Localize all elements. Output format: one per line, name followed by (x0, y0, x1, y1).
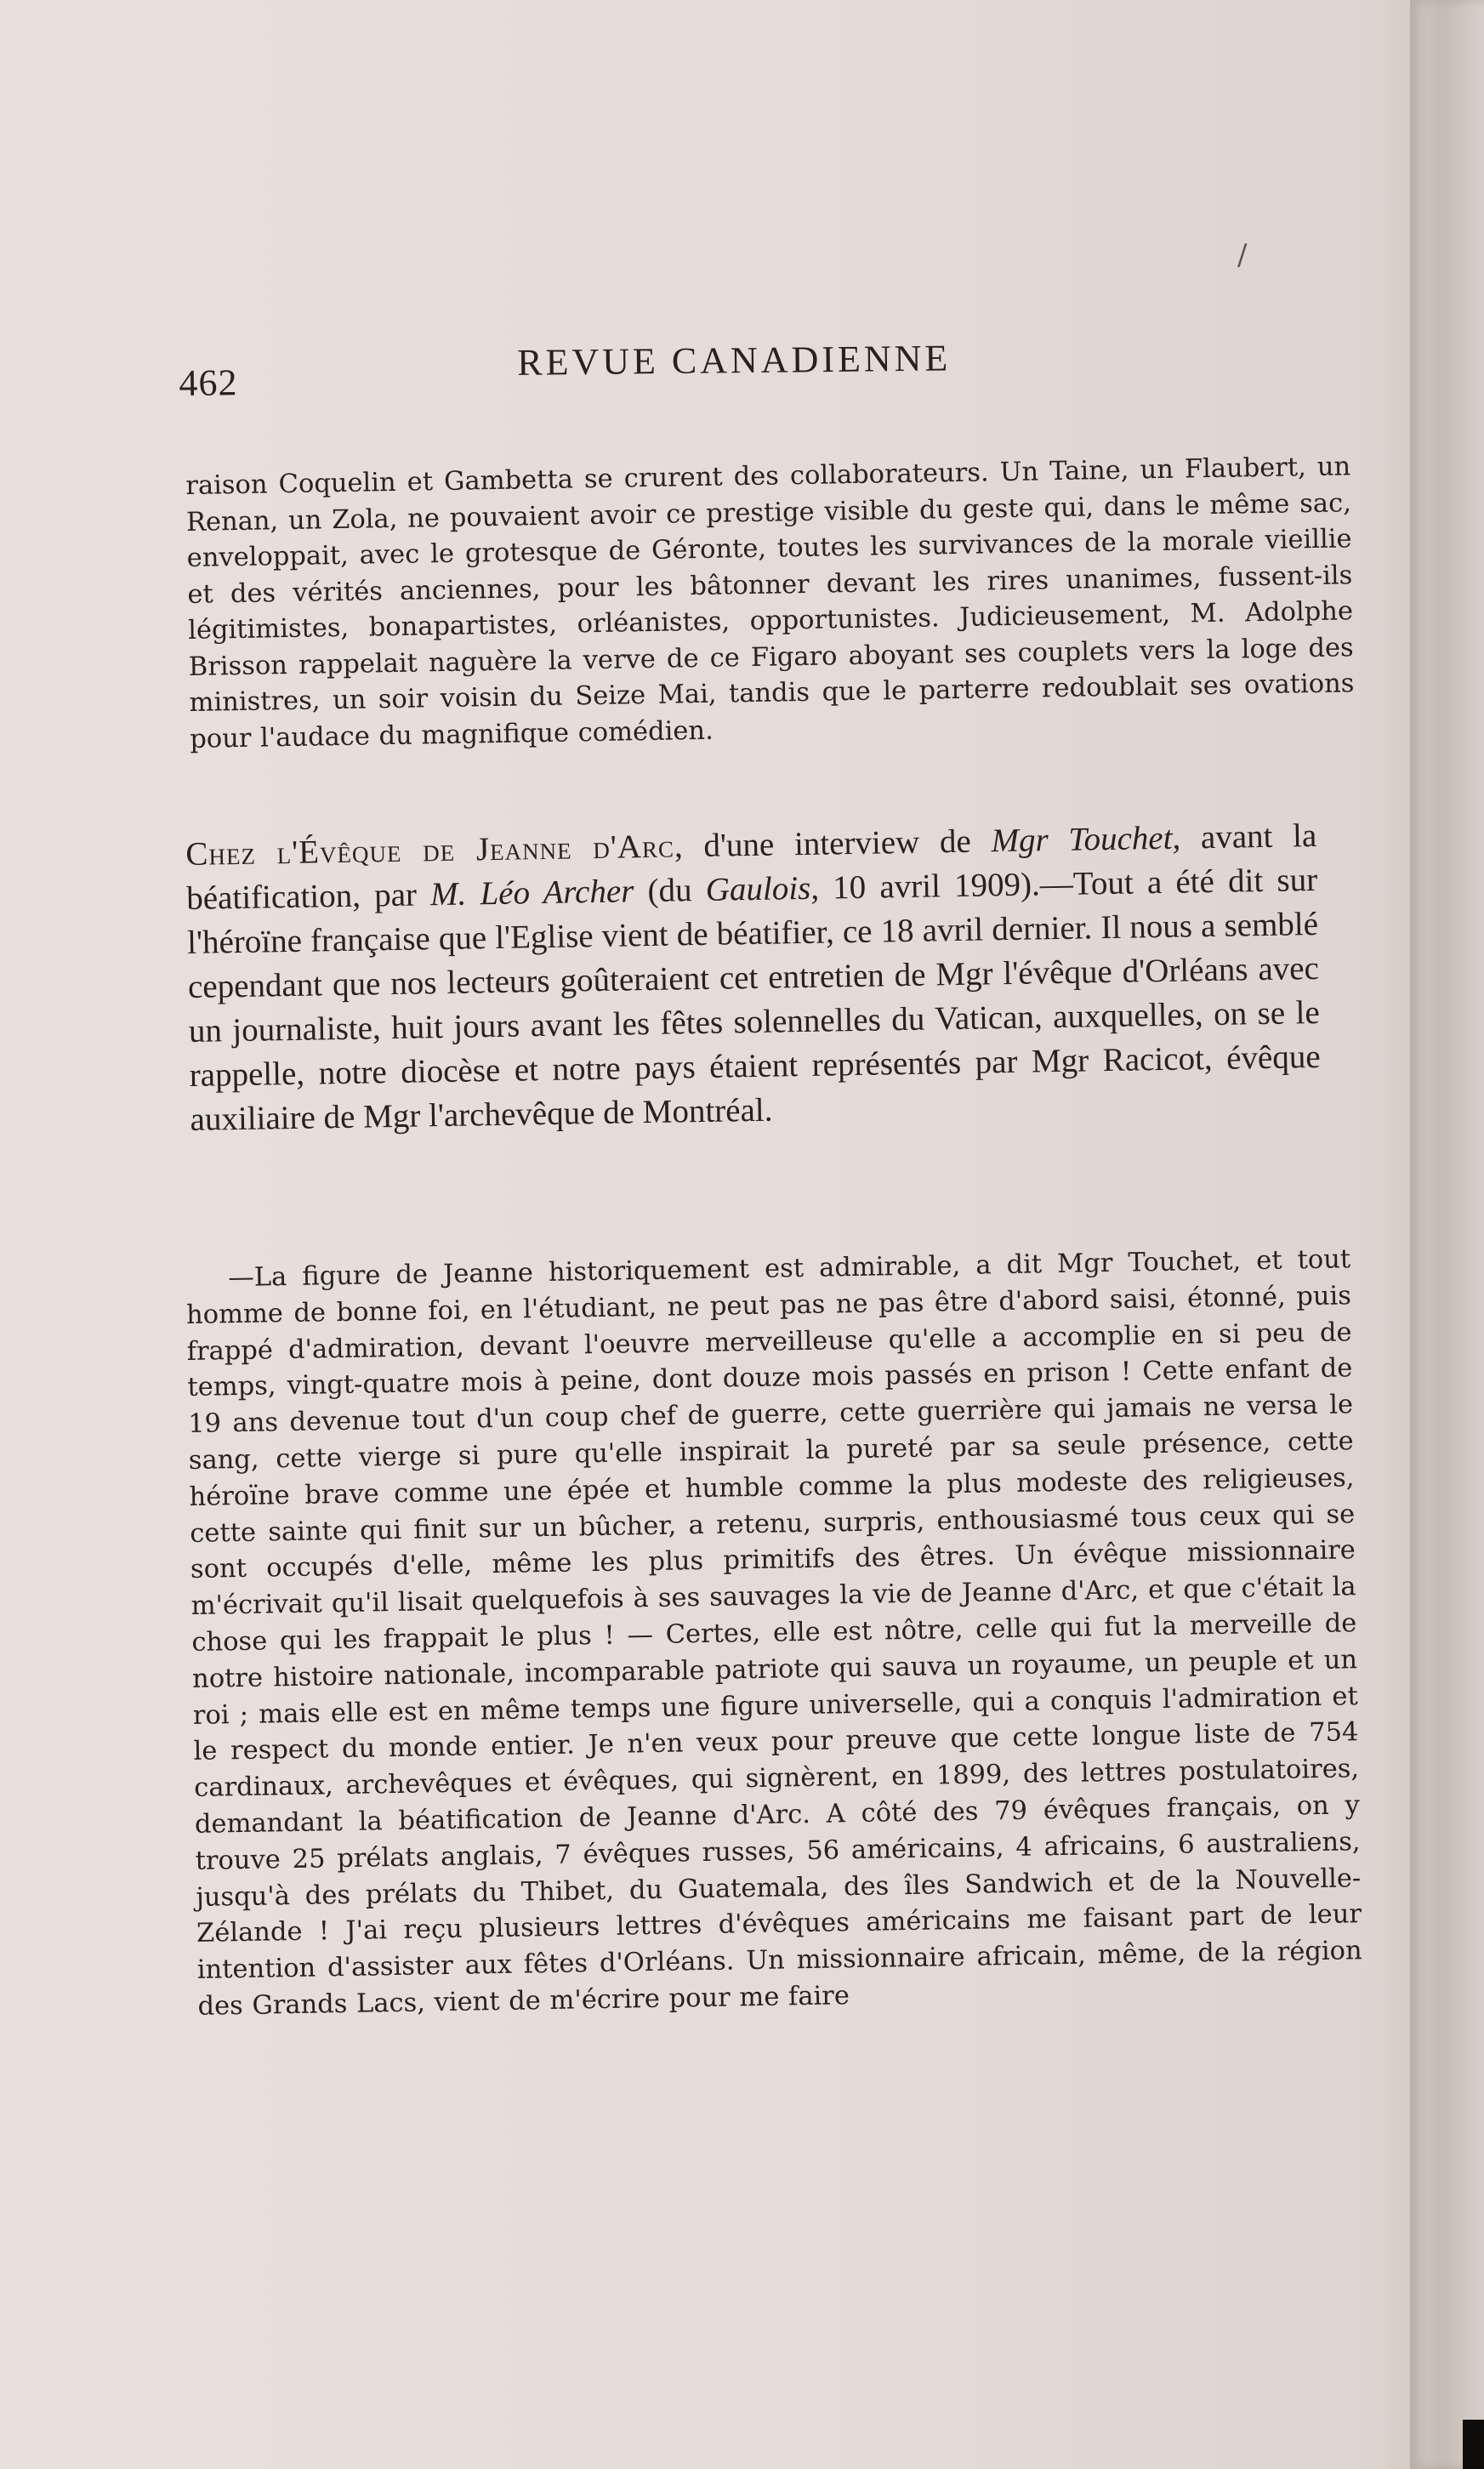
summary-name-touchet: Mgr Touchet, (991, 819, 1181, 860)
summary-text-b: avant la béatification, par (185, 816, 1317, 917)
pencil-mark: / (1237, 238, 1248, 272)
summary-name-gaulois: Gaulois, (705, 869, 820, 908)
page-edge-shadow (1410, 0, 1484, 2469)
page-header (179, 333, 1319, 404)
dark-corner (1463, 2420, 1484, 2469)
interview-paragraph: —La figure de Jeanne historiquement est admirable, a dit Mgr Touchet, et tout homme de bonne foi, en l'étudiant, ne peut pas ne pas être d'abord saisi, étonné, puis frappé d'admiration, devant l'oeuvre merveilleuse qu'elle a accomplie en si peu de temps, vingt-quatre mois à peine, dont douze mois passés en prison ! Cette enfant de 19 ans devenue tout d'un coup chef de guerre, cette guerrière qui jamais ne versa le sang, cette vierge si pure qu'elle inspirait la pureté par sa seule présence, cette héroïne brave comme une épée et humble comme la plus modeste des religieuses, cette sainte qui finit sur un bûcher, a retenu, surpris, enthousiasmé tous ceux qui se sont occupés d'elle, même les plus primitifs des êtres. Un évêque missionnaire m'écrivait qu'il lisait quelquefois à ses sauvages la vie de Jeanne d'Arc, et que c'était la chose qui les frappait le plus ! — Certes, elle est nôtre, celle qui fut la merveille de notre histoire nationale, incomparable patriote qui sauva un royaume, un peuple et un roi ; mais elle est en même temps une figure universelle, qui a conquis l'admiration et le respect du monde entier. Je n'en veux pour preuve que cette longue liste de 754 cardinaux, archevêques et évêques, qui signèrent, en 1899, des lettres postulatoires, demandant la béatification de Jeanne d'Arc. A côté des 79 évêques français, on y trouve 25 prélats anglais, 7 évêques russes, 56 américains, 4 africains, 6 australiens, jusqu'à des prélats du Thibet, du Guatemala, des îles Sandwich et de la Nouvelle-Zélande ! J'ai reçu plusieurs lettres d'évêques américains me faisant part de leur intention d'assister aux fêtes d'Orléans. Un missionnaire africain, même, de la région des Grands Lacs, vient de m'écrire pour me faire (185, 1243, 1362, 2022)
page-number: 462 (179, 361, 238, 404)
paragraph-continuation: raison Coquelin et Gambetta se crurent des collaborateurs. Un Taine, un Flaubert, un Renan, un Zola, ne pouvaient avoir ce prestige visible du geste qui, dans le même sac, enveloppait, avec le grotesque de Géronte, toutes les survivances de la morale vieillie et des vérités anciennes, pour les bâtonner devant les rires unanimes, fussent-ils légitimistes, bonapartistes, orléanistes, opportunistes. Judicieusement, M. Adolphe Brisson rappelait naguère la verve de ce Figaro aboyant ses couplets vers la loge des ministres, un soir voisin du Seize Mai, tandis que le parterre redoublait ses ovations pour l'audace du magnifique comédien. (185, 451, 1355, 754)
summary-text-d: 10 avril 1909).—Tout a été dit sur l'héroïne française que l'Eglise vient de béatifier, ce 18 avril dernier. Il nous a semblé cependant que nos lecteurs goûteraient cet entretien de Mgr l'évêque d'Orléans avec un journaliste, huit jours avant les fêtes solennelles du Vatican, auxquelles, on se le rappelle, notre diocèse et notre pays étaient représentés par Mgr Racicot, évêque auxiliaire de Mgr l'archevêque de Montréal. (186, 861, 1321, 1138)
summary-name-archer: M. Léo Archer (429, 873, 634, 913)
running-title: REVUE CANADIENNE (516, 337, 952, 384)
summary-text-a: d'une interview de (683, 822, 992, 865)
summary-text-c: (du (634, 871, 707, 910)
article-summary-paragraph (185, 814, 1322, 1142)
section-heading: Chez l'Évêque de Jeanne d'Arc, (185, 828, 685, 873)
